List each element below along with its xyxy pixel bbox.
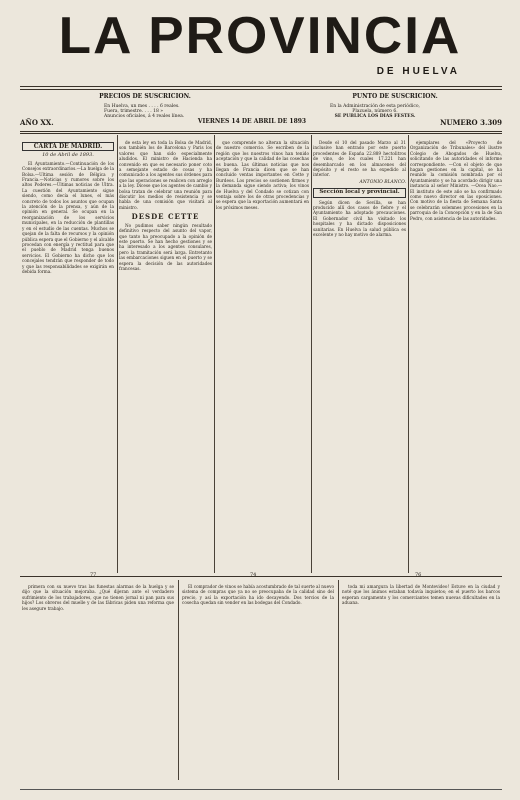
point-block: [310, 94, 480, 100]
column-3: [216, 140, 309, 572]
prices-block: [60, 94, 230, 100]
divider: [20, 789, 502, 790]
divider: [20, 131, 502, 132]
issue-date: VIERNES 14 DE ABRIL DE 1893: [197, 118, 307, 125]
column-1: [22, 140, 114, 572]
masthead: [0, 0, 520, 86]
column-4-text: Desde el 10 del pasado Marzo al 31 inclusive han entrado por este puerto procedentes de España 22.889 hectolitros de vino, de los cuales 17.221 han desembarcado en los almacenes del depósito y el resto se ha expedido al interior.: [313, 140, 406, 178]
point-lines: [300, 104, 450, 119]
column-rule: [311, 135, 312, 573]
prices-heading: PRECIOS DE SUSCRICION.: [99, 93, 191, 100]
column-rule: [178, 580, 179, 780]
divider: [20, 133, 502, 134]
point-line: En la Administración de esta periódico,: [330, 104, 420, 109]
issue-year: AÑO XX.: [20, 118, 54, 127]
divider: [20, 86, 502, 87]
column-rule: [408, 135, 409, 573]
madrid-letter-heading: CARTA DE MADRID.: [22, 142, 114, 151]
column-5-text: ejemplares del «Proyecto de Organización de Tribunales» del ilustre Colegio de Abogados de Huelva, solicitando de las autoridades el informe correspondiente. —Con el objeto de que hagan gestiones en la capital, se ha reunido la comisión nombrada por el Ayuntamiento y se ha acordado dirigir una instancia al señor Ministro. —Ocea Nao.— El instituto de este año se ha confirmado como nuevo director en las oposiciones. Con motivo de la fiesta de Semana Santa se celebrarán solemnes procesiones en la parroquia de la Concepción y en la de San Pedro, con asistencia de las autoridades.: [410, 140, 502, 221]
cette-text: No pudimos saber ningún resultado definitivo respecto del asunto del vapor, que tanto ha preocupado a la opinión de este puerto. Se han hecho gestiones y se ha interesado a los agentes consulares, pero la tramitación será larga. Entretanto las embarcaciones siguen en el puerto y se espera la decisión de las autoridades francesas.: [119, 222, 212, 271]
page-number: 76: [415, 572, 422, 578]
newspaper-subtitle: DE HUELVA: [376, 66, 460, 77]
price-line: En Huelva, un mes . . . . 6 reales.: [104, 104, 180, 109]
cette-heading: DESDE CETTE: [131, 212, 200, 222]
serial-text: El comprador de vinos se había acostumbrado de tal suerte al nuevo sistema de compras que ya no se preocupaba de la calidad sino del precio, y así la exportación ha ido decayendo. Dos tercios de la cosecha quedan sin vender en las bodegas del Condado.: [182, 584, 334, 606]
prices-lines: [104, 104, 244, 119]
serial-text: primera con su nuevo tras las funestas alarmas de la huelga y se dijo que la situación mejoraba. ¿Qué dijeran ante el verdadero sufrimiento de los trabajadores, que no tienen jornal ni pan para sus hijos? Los obreros del muelle y de las fábricas piden una reforma que les asegure trabajo.: [22, 584, 174, 611]
newspaper-title: LA PROVINCIA: [58, 7, 462, 65]
column-rule: [338, 580, 339, 780]
madrid-letter-text: El Ayuntamiento.—Continuación de los Consejos extraordinarios.—La huelga de la Bolsa.—Ultima sesión de Bélgica y Francia.—Noticias y rumores sobre los altos Poderes.—Últimas noticias de Ultra. La cuestión del Ayuntamiento sigue siendo, como decía el lunes, el más concreto de todos los asuntos que ocupan la atención de la prensa, y aún de la opinión en general. Se ocupan en la reorganización de los servicios municipales, en la reducción de plantillas y en el estudio de las cuentas. Muchos se quejan de la falta de recursos y la opinión pública espera que el Gobierno y el alcalde procedan con energía y rectitud para que el pueblo de Madrid tenga buenos servicios. El Gobierno ha dicho que los concejales tendrán que responder de todo y que las responsabilidades se exigirán en debida forma.: [22, 160, 114, 274]
local-section-text: Según dicen de Sevilla, se han producido allí dos casos de fiebre y el Ayuntamiento ha adoptado precauciones. El Gobernador civil ha visitado los hospitales y ha dictado disposiciones sanitarias. En Huelva la salud pública es excelente y no hay motivo de alarma.: [313, 199, 406, 238]
serial-column-1: [22, 584, 174, 780]
point-heading: PUNTO DE SUSCRICION.: [352, 93, 438, 100]
price-line: Fuera, trimestre. . . . 18 »: [104, 109, 163, 114]
column-4: [313, 140, 406, 572]
column-3-text: que comprende no alteran la situación de nuestro comercio. Se escriben de la región que los nuestros vinos han tenido aceptación y que la calidad de las cosechas es buena. Las últimas noticias que nos llegan de Francia dicen que se han concluido ventas importantes en Cette y Burdeos. Los precios se sostienen firmes y la demanda sigue siendo activa; los vinos de Huelva y del Condado se cotizan con ventaja sobre los de otras procedencias y se espera que la exportación aumentará en los próximos meses.: [216, 140, 309, 210]
column-rule: [117, 135, 118, 573]
serial-section: [20, 572, 502, 785]
serial-text: toda mi amargura la libertad de Montevideo! Estuve en la ciudad y noté que los ánimos estaban todavía inquietos; en el puerto los barcos esperan cargamento y los comerciantes temen nuevas dificultades en la aduana.: [342, 584, 500, 606]
page-number: 74: [250, 572, 257, 578]
column-rule: [214, 135, 215, 573]
divider: [20, 89, 502, 90]
column-5: [410, 140, 502, 572]
price-line: Anuncios oficiales, á 4 reales línea.: [104, 114, 185, 119]
serial-column-2: [182, 584, 334, 780]
issue-number: NUMERO 3.309: [440, 118, 502, 127]
column-2: [119, 140, 212, 572]
page-number: 77: [90, 572, 97, 578]
serial-column-3: [342, 584, 500, 780]
madrid-letter-date: 10 de Abril de 1893.: [42, 152, 94, 159]
local-section-heading: Sección local y provincial.: [313, 188, 406, 197]
issue-line: [20, 118, 502, 130]
signature: ANTONIO BLANCO.: [359, 179, 406, 185]
column-2-text: de esta ley en toda la Bolsa de Madrid, son también los de Barcelona y Paris los valores que han sido especialmente aludidos. El ministro de Hacienda ha convenido en que es necesario poner coto a semejante estado de cosas y ha comunicado a los agentes sus órdenes para que las operaciones se realicen con arreglo a la ley. Dícese que los agentes de cambio y bolsa tratan de celebrar una reunión para discutir los medios de resistencia y se habla de una comisión que visitará al ministro.: [119, 140, 212, 210]
point-line: Plazuela, número 6.: [352, 109, 398, 114]
point-line: SE PUBLICA LOS DIAS FESTES.: [334, 114, 416, 119]
